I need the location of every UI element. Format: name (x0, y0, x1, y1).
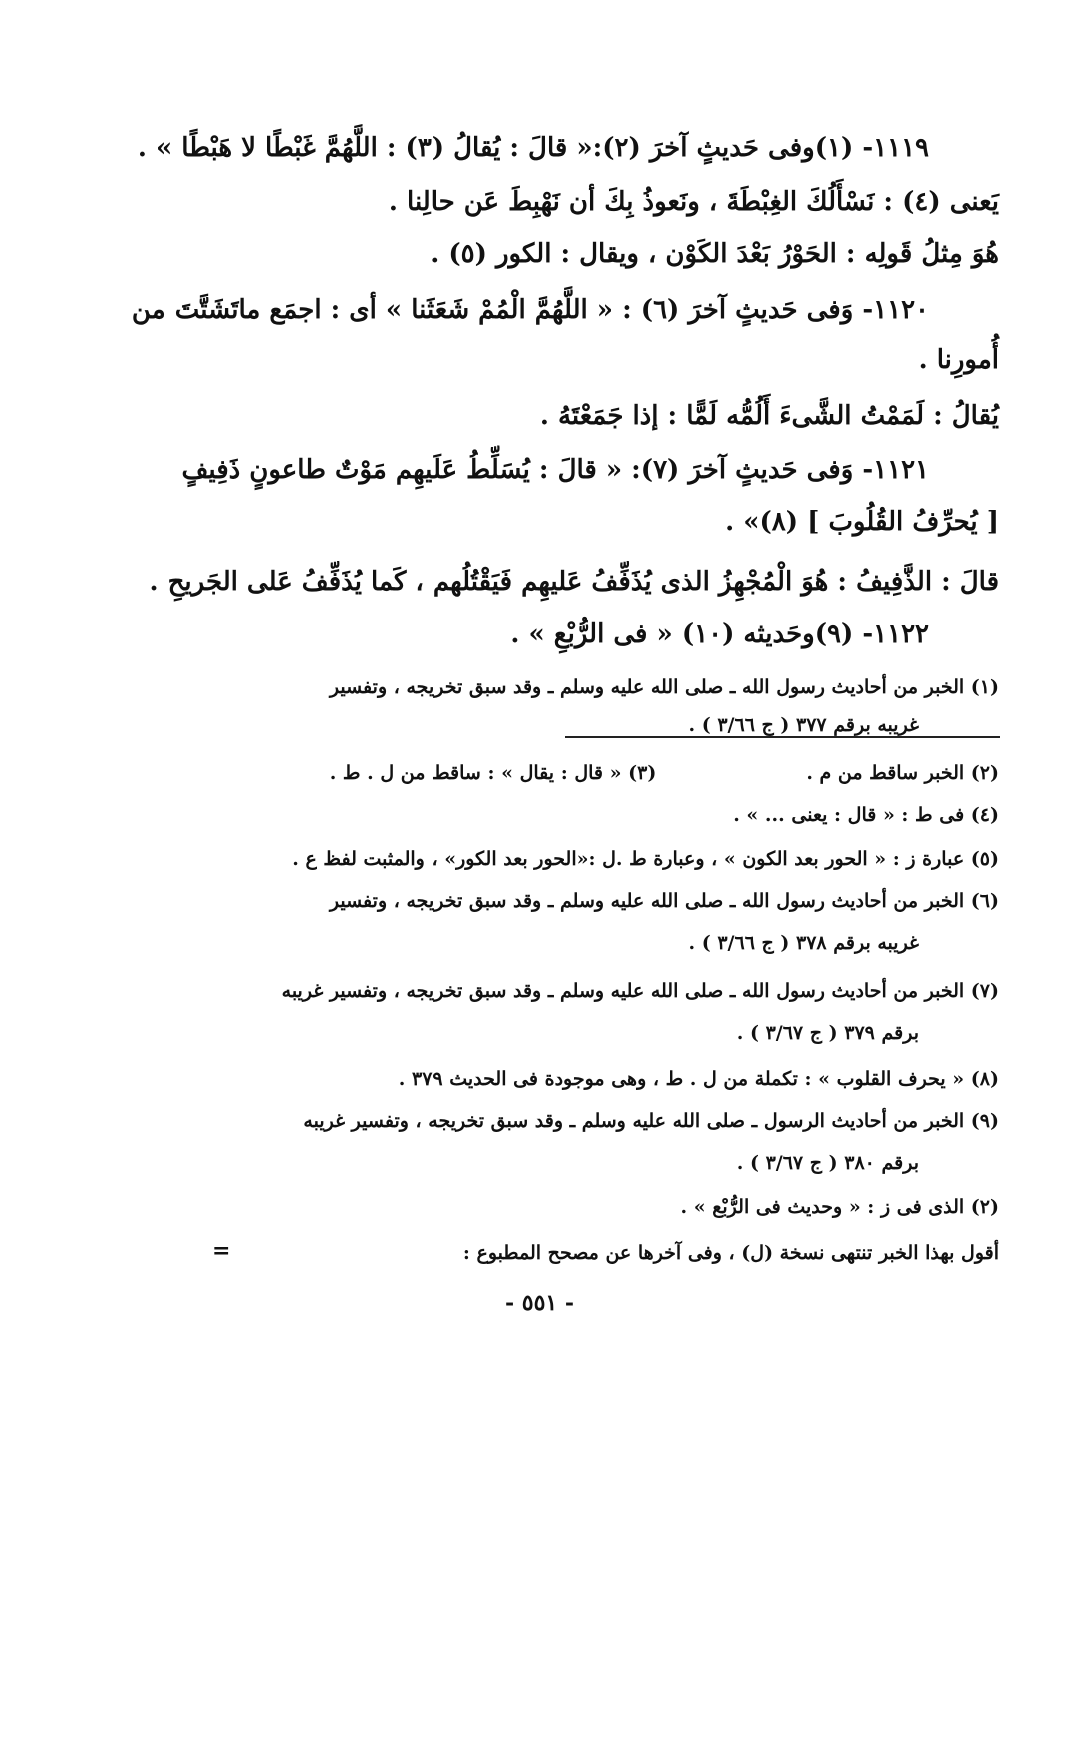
main-text-line-6: يُقالُ : لَمَمْتُ الشَّىءَ أَلُمُّه لَمًّا : إذا جَمَعْتَهُ . (539, 401, 999, 431)
footnote-1-line-2: غريبه برقم ٣٧٧ ( ج ٣/٦٦ ) . (688, 714, 919, 736)
footnote-6-line-1: (٦) الخبر من أحاديث رسول الله ـ صلى الله عليه وسلم ـ وقد سبق تخريجه ، وتفسير (329, 890, 999, 912)
main-text-line-2: يَعنى (٤) : نَسْأَلُكَ الغِبْطَةَ ، ونَعوذُ بِكَ أن نَهْبِطَ عَن حالِنا . (388, 187, 999, 217)
footnote-9-line-1: (٩) الخبر من أحاديث الرسول ـ صلى الله عليه وسلم ـ وقد سبق تخريجه ، وتفسير غريبه (303, 1110, 999, 1132)
footnote-9-line-2: برقم ٣٨٠ ( ج ٣/٦٧ ) . (736, 1152, 919, 1174)
main-text-line-9: قالَ : الذَّفِيفُ : هُوَ الْمُجْهِزُ الذى يُذَفِّفُ عَليهِم فَيَقْتُلُهم ، كَما يُذَفِّفُ عَلى الجَريحِ . (149, 567, 999, 597)
footnote-7-line-2: برقم ٣٧٩ ( ج ٣/٦٧ ) . (736, 1022, 919, 1044)
main-text-line-1: ١١١٩- (١)وفى حَديثٍ آخرَ (٢):« قالَ : يُقالُ (٣) : اللَّهُمَّ غَبْطًا لا هَبْطًا » . (137, 133, 929, 163)
footnote-3: (٣) « قال : يقال » : ساقط من ل . ط . (329, 762, 657, 784)
main-text-line-8: [ يُحرِّفُ القُلُوبَ ] (٨)» . (725, 507, 999, 537)
footnote-editor-note: أقول بهذا الخبر تنتهى نسخة (ل) ، وفى آخرها عن مصحح المطبوع : (462, 1242, 999, 1264)
main-text-line-7: ١١٢١- وَفى حَديثٍ آخرَ (٧): « قالَ : يُسَلِّطُ عَلَيهِم مَوْتٌ طاعونٍ ذَفِيفٍ (181, 455, 929, 485)
footnote-8: (٨) « يحرف القلوب » : تكملة من ل . ط ، وهى موجودة فى الحديث ٣٧٩ . (398, 1068, 999, 1090)
footnote-4: (٤) فى ط : « قال : يعنى ... » . (733, 804, 999, 826)
footnote-5: (٥) عبارة ز : « الحور بعد الكون » ، وعبارة ط .ل :«الحور بعد الكور» ، والمثبت لفظ ع . (292, 848, 999, 870)
continuation-mark: = (212, 1238, 231, 1264)
footnote-10: (٢) الذى فى ز : « وحديث فى الرُّبْع » . (680, 1196, 999, 1218)
footnote-1-line-1: (١) الخبر من أحاديث رسول الله ـ صلى الله عليه وسلم ـ وقد سبق تخريجه ، وتفسير (329, 676, 999, 698)
main-text-line-3: هُوَ مِثلُ قَولِه : الحَوْرُ بَعْدَ الكَوْن ، ويقال : الكور (٥) . (430, 239, 999, 269)
footnote-6-line-2: غريبه برقم ٣٧٨ ( ج ٣/٦٦ ) . (688, 932, 919, 954)
main-text-line-4: ١١٢٠- وَفى حَديثٍ آخرَ (٦) : « اللَّهُمَّ الْمُمْ شَعَثَنا » أى : اجمَع ماتَشَتَّتَ من (131, 295, 929, 325)
footnote-7-line-1: (٧) الخبر من أحاديث رسول الله ـ صلى الله عليه وسلم ـ وقد سبق تخريجه ، وتفسير غريبه (281, 980, 999, 1002)
footnote-2: (٢) الخبر ساقط من م . (806, 762, 999, 784)
main-text-line-10: ١١٢٢- (٩)وحَديثه (١٠) « فى الرُّبْعِ » . (510, 619, 929, 649)
footnote-2-3-line (200, 758, 999, 788)
main-text-line-5: أُمورِنا . (918, 345, 999, 375)
page-number: - ٥٥١ - (504, 1290, 575, 1316)
